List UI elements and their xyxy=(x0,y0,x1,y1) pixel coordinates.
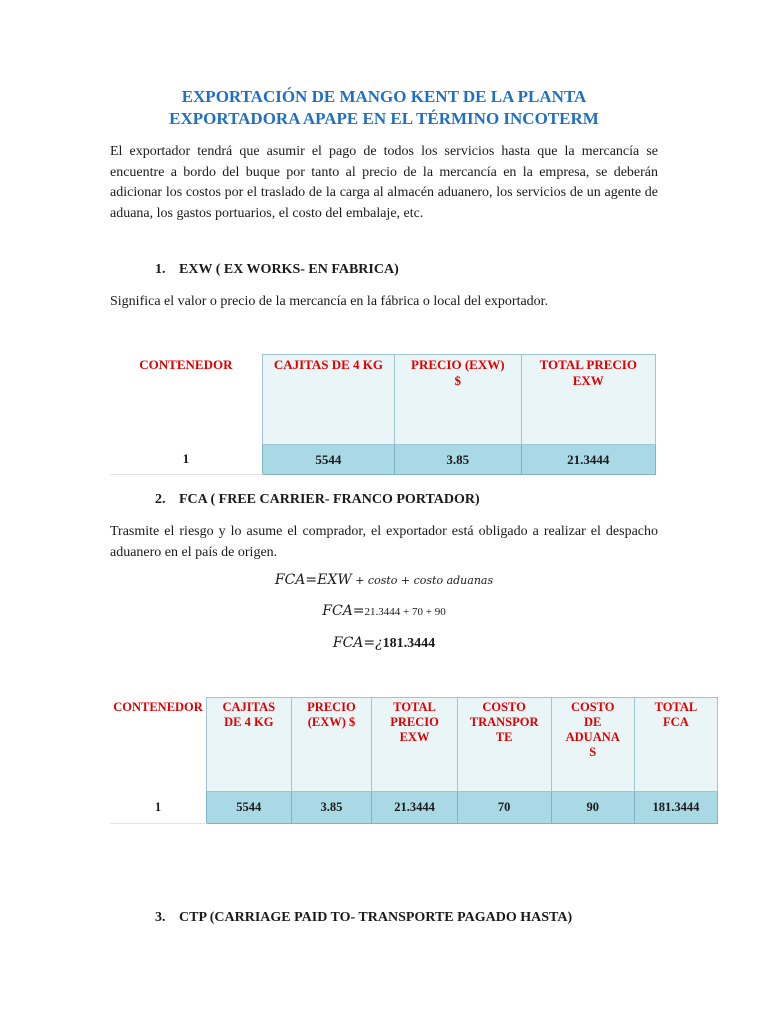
fca-cell-precio: 3.85 xyxy=(291,792,372,824)
fca-header-total-fca: TOTAL FCA xyxy=(634,698,717,792)
equation-3 xyxy=(0,635,768,652)
section-1-number: 1. xyxy=(155,262,166,277)
equation-2-rhs: 21.3444 + 70 + 90 xyxy=(364,606,446,618)
section-3-heading xyxy=(155,910,572,926)
equation-2-lhs: FCA= xyxy=(322,603,365,619)
fca-header-total-exw: TOTAL PRECIO EXW xyxy=(372,698,457,792)
exw-cell-precio: 3.85 xyxy=(395,445,522,475)
exw-cell-cajitas: 5544 xyxy=(262,445,394,475)
section-2-text: Trasmite el riesgo y lo asume el comprador, el exportador está obligado a realizar el despacho aduanero en el país de origen. xyxy=(110,524,658,560)
title-line-1: EXPORTACIÓN DE MANGO KENT DE LA PLANTA xyxy=(181,87,587,106)
fca-header-aduanas: COSTO DE ADUANA S xyxy=(551,698,634,792)
exw-header-row xyxy=(110,355,656,445)
fca-header-transporte: COSTO TRANSPOR TE xyxy=(457,698,551,792)
section-2-heading xyxy=(155,492,480,508)
exw-cell-contenedor: 1 xyxy=(110,445,262,475)
fca-cell-contenedor: 1 xyxy=(110,792,207,824)
exw-table xyxy=(110,354,656,475)
section-2-number: 2. xyxy=(155,492,166,507)
equation-1-rhs: + costo + costo aduanas xyxy=(351,574,494,587)
fca-header-row xyxy=(110,698,718,792)
fca-header-contenedor: CONTENEDOR xyxy=(110,698,207,792)
equation-3-rhs: 181.3444 xyxy=(382,636,436,651)
fca-cell-aduanas: 90 xyxy=(551,792,634,824)
equation-3-lhs: FCA=¿ xyxy=(332,635,383,651)
fca-cell-cajitas: 5544 xyxy=(207,792,292,824)
fca-cell-total-fca: 181.3444 xyxy=(634,792,717,824)
section-3-title: CTP (CARRIAGE PAID TO- TRANSPORTE PAGADO HASTA) xyxy=(179,910,573,925)
document-title xyxy=(0,86,768,130)
exw-header-total: TOTAL PRECIO EXW xyxy=(521,355,655,445)
fca-cell-total-exw: 21.3444 xyxy=(372,792,457,824)
fca-table xyxy=(110,697,718,824)
section-1-title: EXW ( EX WORKS- EN FABRICA) xyxy=(179,262,399,277)
section-3-number: 3. xyxy=(155,910,166,925)
exw-cell-total: 21.3444 xyxy=(521,445,655,475)
exw-header-contenedor: CONTENEDOR xyxy=(110,355,262,445)
fca-header-cajitas: CAJITAS DE 4 KG xyxy=(207,698,292,792)
fca-cell-transporte: 70 xyxy=(457,792,551,824)
section-2-title: FCA ( FREE CARRIER- FRANCO PORTADOR) xyxy=(179,492,480,507)
intro-paragraph: El exportador tendrá que asumir el pago de todos los servicios hasta que la mercancía se encuentre a bordo del buque por tanto al precio de la mercancía en la empresa, se deberán adicionar los costos por el traslado de la carga al almacén aduanero, los servicios de un agente de aduana, los gastos portuarios, el costo del embalaje, etc. xyxy=(110,144,658,221)
equation-2 xyxy=(0,603,768,620)
equation-1-lhs: FCA=EXW xyxy=(274,572,352,588)
section-1-text: Significa el valor o precio de la mercancía en la fábrica o local del exportador. xyxy=(110,294,549,309)
section-1-heading xyxy=(155,262,399,278)
exw-header-cajitas: CAJITAS DE 4 KG xyxy=(262,355,394,445)
exw-data-row xyxy=(110,445,656,475)
fca-header-precio: PRECIO (EXW) $ xyxy=(291,698,372,792)
title-line-2: EXPORTADORA APAPE EN EL TÉRMINO INCOTERM xyxy=(169,109,599,128)
exw-header-precio: PRECIO (EXW) $ xyxy=(395,355,522,445)
fca-data-row xyxy=(110,792,718,824)
equation-1 xyxy=(0,572,768,589)
